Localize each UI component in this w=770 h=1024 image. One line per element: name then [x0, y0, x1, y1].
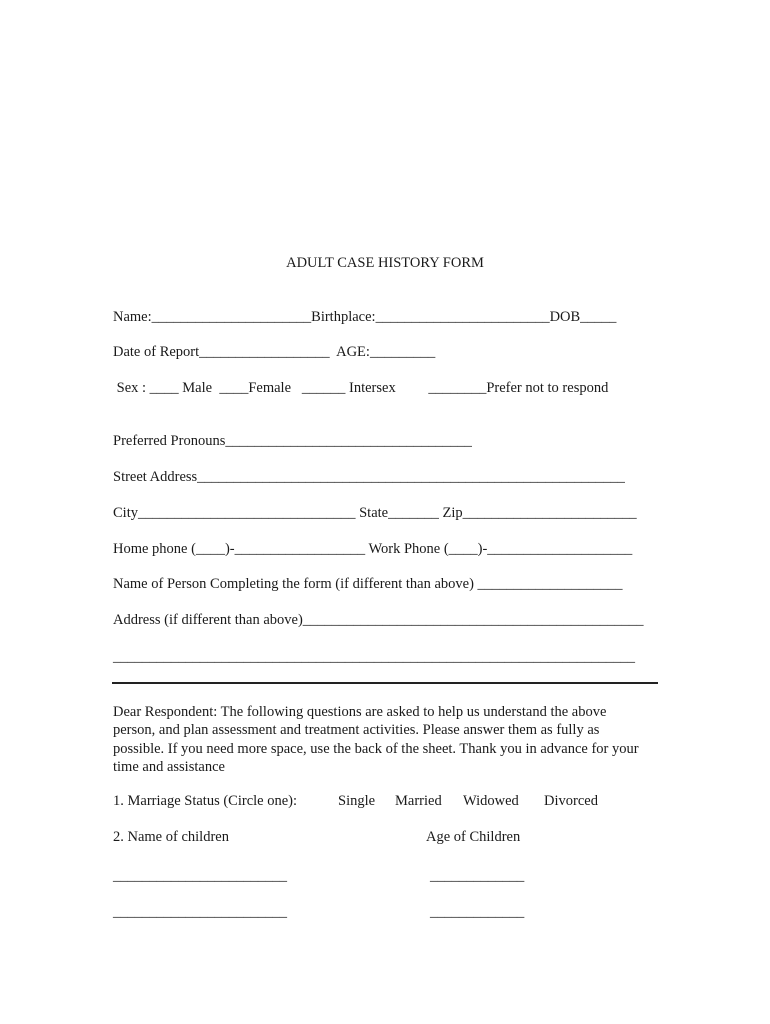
street-address-field[interactable]: Street Address___________________________________________________________: [113, 469, 625, 485]
marriage-option-widowed[interactable]: Widowed: [463, 793, 519, 809]
alternate-address-field[interactable]: Address (if different than above)_______________________________________________: [113, 612, 644, 628]
respondent-intro-paragraph: Dear Respondent: The following questions are asked to help us understand the above person, and plan assessment and treatment activities. Please answer them as fully as possible. If you need more space, use the back of the sheet. Thank you in advance for your time and assistance: [113, 704, 639, 775]
marriage-option-single[interactable]: Single: [338, 793, 376, 809]
marriage-status-label: 1. Marriage Status (Circle one):: [113, 793, 298, 809]
sex-field[interactable]: Sex : ____ Male ____Female ______ Intersex ________Prefer not to respond: [113, 380, 609, 396]
name-birthplace-dob-field[interactable]: Name:______________________Birthplace:________________________DOB_____: [113, 309, 617, 325]
preferred-pronouns-field[interactable]: Preferred Pronouns__________________________________: [113, 433, 472, 449]
child-name-field-1[interactable]: ________________________: [113, 868, 287, 884]
form-title: ADULT CASE HISTORY FORM: [286, 255, 484, 271]
alternate-address-extra-line[interactable]: ________________________________________________________________________: [113, 649, 635, 665]
city-state-zip-field[interactable]: City______________________________ State_______ Zip________________________: [113, 505, 637, 521]
child-name-field-2[interactable]: ________________________: [113, 904, 287, 920]
date-of-report-age-field[interactable]: Date of Report__________________ AGE:_________: [113, 344, 436, 360]
children-names-label: 2. Name of children: [113, 829, 229, 845]
child-age-field-2[interactable]: _____________: [430, 904, 525, 920]
child-age-field-1[interactable]: _____________: [430, 868, 525, 884]
children-ages-label: Age of Children: [426, 829, 521, 845]
marriage-option-divorced[interactable]: Divorced: [544, 793, 598, 809]
section-divider: [112, 682, 658, 684]
marriage-option-married[interactable]: Married: [395, 793, 442, 809]
person-completing-form-field[interactable]: Name of Person Completing the form (if different than above) ____________________: [113, 576, 623, 592]
phone-field[interactable]: Home phone (____)-__________________ Work Phone (____)-____________________: [113, 541, 633, 557]
